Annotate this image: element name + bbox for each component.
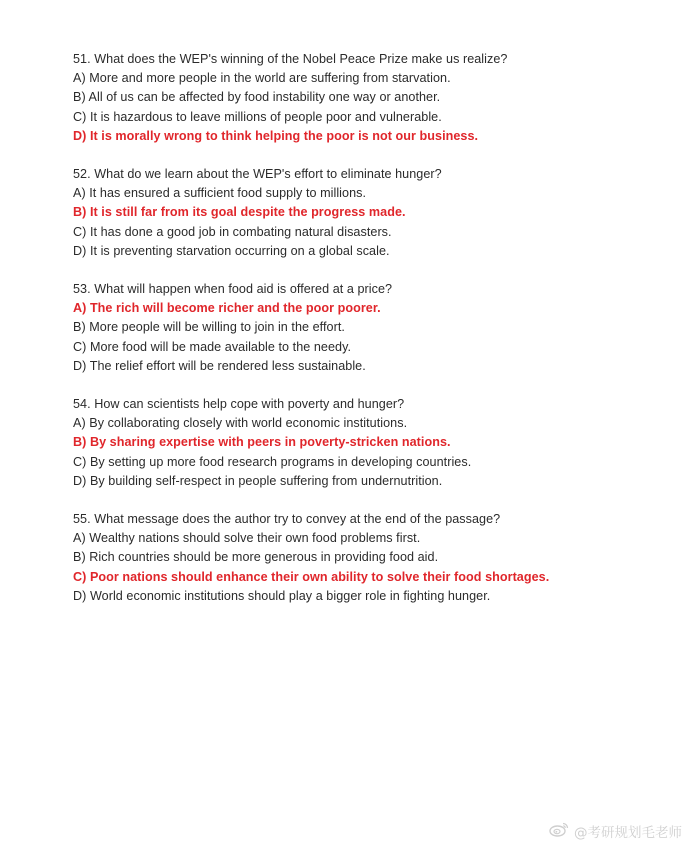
option-b: B) All of us can be affected by food instability one way or another. (73, 90, 441, 105)
option-b-correct-answer: B) By sharing expertise with peers in poverty-stricken nations. (73, 435, 451, 450)
option-c: C) More food will be made available to the needy. (73, 339, 352, 354)
option-c: C) It has done a good job in combating natural disasters. (73, 224, 392, 239)
option-a-correct-answer: A) The rich will become richer and the poor poorer. (73, 301, 381, 316)
option-d-correct-answer: D) It is morally wrong to think helping the poor is not our business. (73, 128, 479, 143)
watermark (549, 821, 682, 841)
question-stem: 53. What will happen when food aid is offered at a price? (73, 282, 393, 297)
question-stem: 55. What message does the author try to convey at the end of the passage? (73, 512, 501, 527)
option-b: B) More people will be willing to join in the effort. (73, 320, 345, 335)
question-55 (73, 510, 673, 606)
option-d: D) It is preventing starvation occurring on a global scale. (73, 243, 390, 258)
question-52 (73, 165, 673, 261)
question-54 (73, 395, 673, 491)
option-d: D) The relief effort will be rendered less sustainable. (73, 358, 366, 373)
option-a: A) Wealthy nations should solve their own food problems first. (73, 531, 421, 546)
question-51 (73, 50, 673, 146)
option-c-correct-answer: C) Poor nations should enhance their own ability to solve their food shortages. (73, 569, 550, 584)
option-a: A) By collaborating closely with world economic institutions. (73, 416, 408, 431)
option-a: A) It has ensured a sufficient food supply to millions. (73, 186, 367, 201)
option-d: D) World economic institutions should play a bigger role in fighting hunger. (73, 588, 491, 603)
weibo-icon (549, 821, 569, 841)
watermark-text: @考研规划毛老师 (574, 825, 682, 841)
option-c: C) It is hazardous to leave millions of people poor and vulnerable. (73, 109, 442, 124)
question-53 (73, 280, 673, 376)
option-b: B) Rich countries should be more generous in providing food aid. (73, 550, 439, 565)
option-c: C) By setting up more food research programs in developing countries. (73, 454, 472, 469)
question-stem: 51. What does the WEP's winning of the Nobel Peace Prize make us realize? (73, 52, 508, 66)
document-page (73, 50, 673, 625)
option-b-correct-answer: B) It is still far from its goal despite the progress made. (73, 205, 406, 220)
option-a: A) More and more people in the world are suffering from starvation. (73, 71, 451, 86)
question-stem: 52. What do we learn about the WEP's effort to eliminate hunger? (73, 167, 442, 182)
question-stem: 54. How can scientists help cope with poverty and hunger? (73, 397, 405, 412)
option-d: D) By building self-respect in people suffering from undernutrition. (73, 473, 443, 488)
